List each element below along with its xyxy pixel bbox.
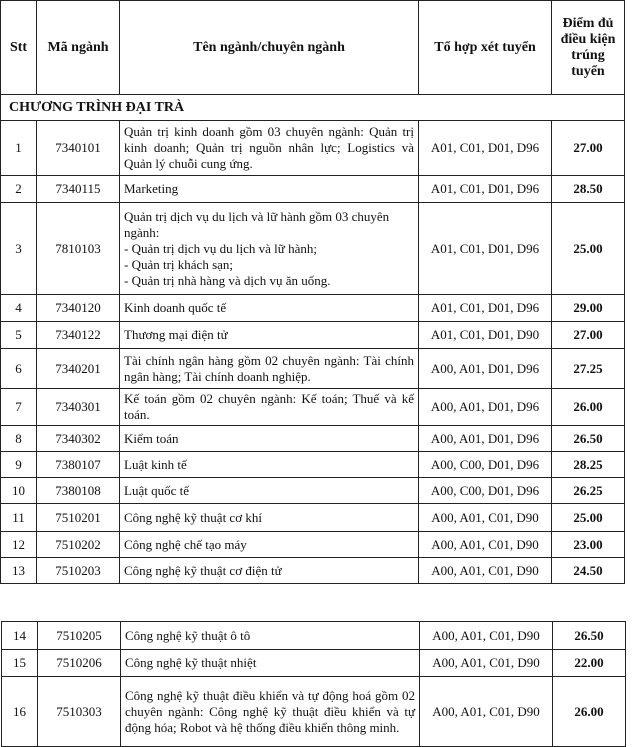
- row-combo: A01, C01, D01, D96: [419, 295, 552, 322]
- row-name-line: - Quản trị nhà hàng và dịch vụ ăn uống.: [124, 272, 331, 288]
- row-combo: A00, A01, C01, D90: [420, 622, 553, 650]
- row-code: 7340201: [37, 349, 120, 389]
- row-stt: 8: [1, 426, 37, 452]
- row-name: Công nghệ kỹ thuật điều khiển và tự động hoá gồm 02 chuyên ngành: Công nghệ kỹ thuật điều khiển và tự động hóa; Robot và hệ thống điều khiển thông minh.: [121, 677, 420, 747]
- header-stt: Stt: [1, 1, 37, 95]
- row-code: 7510203: [37, 558, 120, 584]
- row-combo: A00, C00, D01, D96: [419, 478, 552, 504]
- section-title: CHƯƠNG TRÌNH ĐẠI TRÀ: [1, 95, 625, 121]
- admission-table-part-2: [1, 621, 626, 747]
- row-stt: 4: [1, 295, 37, 322]
- header-row: [1, 1, 625, 95]
- row-combo: A00, A01, C01, D90: [420, 677, 553, 747]
- row-code: 7340101: [37, 121, 120, 176]
- table-row: [1, 532, 625, 558]
- row-score: 27.25: [552, 349, 625, 389]
- row-stt: 5: [1, 322, 37, 349]
- table-row: [1, 176, 625, 203]
- row-combo: A00, A01, C01, D90: [419, 532, 552, 558]
- row-score: 27.00: [552, 322, 625, 349]
- row-score: 23.00: [552, 532, 625, 558]
- row-score: 28.50: [552, 176, 625, 203]
- row-code: 7510205: [38, 622, 121, 650]
- table-row: [1, 389, 625, 426]
- table-row: [1, 349, 625, 389]
- table-row: [1, 426, 625, 452]
- table-row: [1, 478, 625, 504]
- row-name: Kế toán gồm 02 chuyên ngành: Kế toán; Thuế và kế toán.: [120, 389, 419, 426]
- row-code: 7340120: [37, 295, 120, 322]
- row-stt: 1: [1, 121, 37, 176]
- row-combo: A00, A01, D01, D96: [419, 349, 552, 389]
- row-name: Công nghệ chế tạo máy: [120, 532, 419, 558]
- table-row: [1, 504, 625, 532]
- table-row: [1, 295, 625, 322]
- table-row: [1, 322, 625, 349]
- row-name: Marketing: [120, 176, 419, 203]
- row-name: [120, 203, 419, 295]
- row-combo: A00, A01, C01, D90: [419, 558, 552, 584]
- row-name-line: - Quản trị dịch vụ du lịch và lữ hành;: [124, 240, 317, 256]
- row-name: Thương mại điện tử: [120, 322, 419, 349]
- row-name: Quản trị kinh doanh gồm 03 chuyên ngành: Quản trị kinh doanh; Quản trị nguồn nhân lực; Logistics và Quản lý chuỗi cung ứng.: [120, 121, 419, 176]
- row-score: 26.00: [553, 677, 626, 747]
- row-code: 7810103: [37, 203, 120, 295]
- row-name-intro: Quản trị dịch vụ du lịch và lữ hành gồm 03 chuyên ngành:: [124, 208, 390, 240]
- row-score: 28.25: [552, 452, 625, 478]
- row-score: 25.00: [552, 504, 625, 532]
- row-code: 7380107: [37, 452, 120, 478]
- row-code: 7510201: [37, 504, 120, 532]
- row-stt: 12: [1, 532, 37, 558]
- row-stt: 2: [1, 176, 37, 203]
- row-combo: A00, A01, D01, D96: [419, 426, 552, 452]
- table-row: [1, 558, 625, 584]
- row-name: Công nghệ kỹ thuật nhiệt: [121, 650, 420, 677]
- row-name: Công nghệ kỹ thuật cơ khí: [120, 504, 419, 532]
- row-name: Luật quốc tế: [120, 478, 419, 504]
- row-code: 7380108: [37, 478, 120, 504]
- row-combo: A00, A01, D01, D96: [419, 389, 552, 426]
- row-score: 26.50: [552, 426, 625, 452]
- row-stt: 9: [1, 452, 37, 478]
- row-combo: A01, C01, D01, D96: [419, 176, 552, 203]
- table-row: [1, 121, 625, 176]
- header-name: Tên ngành/chuyên ngành: [120, 1, 419, 95]
- row-stt: 14: [2, 622, 38, 650]
- row-name: Công nghệ kỹ thuật cơ điện tử: [120, 558, 419, 584]
- row-score: 26.00: [552, 389, 625, 426]
- header-combo: Tổ hợp xét tuyển: [419, 1, 552, 95]
- row-combo: A00, A01, C01, D90: [419, 504, 552, 532]
- row-code: 7340122: [37, 322, 120, 349]
- row-stt: 7: [1, 389, 37, 426]
- row-name: Luật kinh tế: [120, 452, 419, 478]
- row-score: 27.00: [552, 121, 625, 176]
- row-score: 25.00: [552, 203, 625, 295]
- table-row: [1, 203, 625, 295]
- row-stt: 13: [1, 558, 37, 584]
- row-score: 26.50: [553, 622, 626, 650]
- row-code: 7340301: [37, 389, 120, 426]
- row-combo: A01, C01, D01, D90: [419, 322, 552, 349]
- row-code: 7510202: [37, 532, 120, 558]
- row-stt: 11: [1, 504, 37, 532]
- row-score: 22.00: [553, 650, 626, 677]
- table-row: [2, 650, 626, 677]
- row-combo: A00, C00, D01, D96: [419, 452, 552, 478]
- table-row: [2, 622, 626, 650]
- row-score: 24.50: [552, 558, 625, 584]
- row-stt: 3: [1, 203, 37, 295]
- row-name: Tài chính ngân hàng gồm 02 chuyên ngành: Tài chính ngân hàng; Tài chính doanh nghiệp.: [120, 349, 419, 389]
- row-score: 26.25: [552, 478, 625, 504]
- row-code: 7340302: [37, 426, 120, 452]
- row-code: 7510206: [38, 650, 121, 677]
- row-combo: A00, A01, C01, D90: [420, 650, 553, 677]
- section-row: [1, 95, 625, 121]
- row-stt: 10: [1, 478, 37, 504]
- row-stt: 16: [2, 677, 38, 747]
- row-name: Công nghệ kỹ thuật ô tô: [121, 622, 420, 650]
- row-name: Kiểm toán: [120, 426, 419, 452]
- row-stt: 15: [2, 650, 38, 677]
- row-stt: 6: [1, 349, 37, 389]
- row-name-line: - Quản trị khách sạn;: [124, 256, 234, 272]
- row-combo: A01, C01, D01, D96: [419, 203, 552, 295]
- table-row: [2, 677, 626, 747]
- row-score: 29.00: [552, 295, 625, 322]
- row-combo: A01, C01, D01, D96: [419, 121, 552, 176]
- row-code: 7510303: [38, 677, 121, 747]
- header-score: Điểm đủ điều kiện trúng tuyển: [552, 1, 625, 95]
- table-row: [1, 452, 625, 478]
- header-code: Mã ngành: [37, 1, 120, 95]
- row-code: 7340115: [37, 176, 120, 203]
- row-name: Kinh doanh quốc tế: [120, 295, 419, 322]
